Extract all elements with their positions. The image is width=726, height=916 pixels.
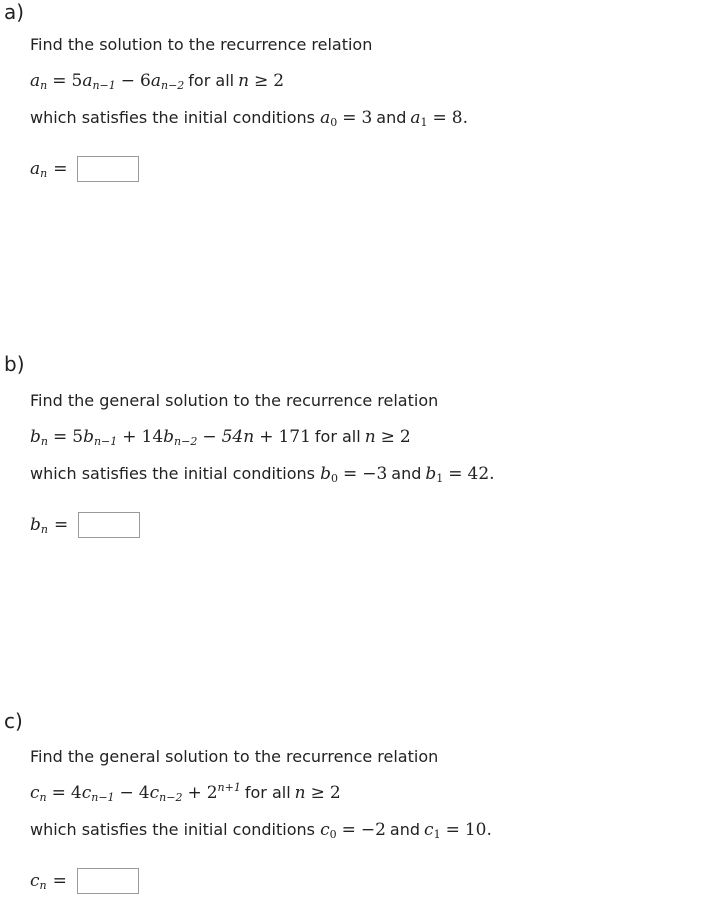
part-c-answer-row bbox=[30, 868, 139, 894]
equals-sign: = bbox=[341, 820, 356, 840]
n-var: n bbox=[364, 427, 376, 447]
equals-sign: = bbox=[342, 464, 358, 484]
term1-var: a bbox=[82, 71, 93, 91]
answer-var: a bbox=[30, 159, 41, 179]
term1-coef: 5 bbox=[71, 71, 83, 91]
initial-prefix: which satisfies the initial conditions bbox=[30, 820, 315, 839]
bound: 2 bbox=[329, 783, 341, 803]
ic0-sub: 0 bbox=[330, 116, 338, 129]
bound: 2 bbox=[273, 71, 285, 91]
bound: 2 bbox=[399, 427, 411, 447]
part-a-answer-row bbox=[30, 156, 139, 182]
term1-sub: n−1 bbox=[91, 791, 115, 804]
recurrence-lhs: c bbox=[30, 783, 40, 803]
ic0-value: −3 bbox=[362, 464, 388, 484]
term1-var: b bbox=[83, 427, 94, 447]
part-b-recurrence bbox=[30, 427, 411, 447]
period: . bbox=[486, 820, 492, 840]
for-all-text: for all bbox=[314, 427, 361, 446]
ic1-sub: 1 bbox=[436, 472, 444, 485]
ic0-value: −2 bbox=[360, 820, 386, 840]
operator: − bbox=[202, 427, 217, 447]
geq-sign: ≥ bbox=[380, 427, 395, 447]
part-a-instruction: Find the solution to the recurrence relation bbox=[30, 35, 373, 54]
part-c-recurrence bbox=[30, 783, 341, 803]
and-text: and bbox=[376, 108, 407, 127]
recurrence-lhs-sub: n bbox=[40, 435, 48, 448]
geq-sign: ≥ bbox=[254, 71, 269, 91]
operator: − bbox=[120, 71, 136, 91]
ic1-sub: 1 bbox=[420, 116, 428, 129]
operator: + bbox=[122, 427, 137, 447]
term2-var: c bbox=[149, 783, 160, 803]
operator: − bbox=[119, 783, 134, 803]
answer-sub: n bbox=[39, 879, 47, 892]
and-text: and bbox=[389, 820, 421, 839]
equals-sign: = bbox=[342, 108, 357, 128]
ic1-var: b bbox=[425, 464, 437, 484]
term1-sub: n−1 bbox=[92, 79, 116, 92]
recurrence-lhs-sub: n bbox=[40, 79, 48, 92]
term2-coef: 14 bbox=[141, 427, 164, 447]
part-b-instruction: Find the general solution to the recurrence relation bbox=[30, 391, 439, 410]
part-c-label: c) bbox=[4, 709, 23, 733]
answer-var: c bbox=[30, 871, 40, 891]
term3: 54n bbox=[221, 427, 255, 447]
ic1-var: a bbox=[410, 108, 421, 128]
answer-input-c[interactable] bbox=[77, 868, 139, 894]
answer-input-a[interactable] bbox=[77, 156, 139, 182]
answer-equals: = bbox=[53, 159, 68, 179]
n-var: n bbox=[294, 783, 306, 803]
ic1-var: c bbox=[424, 820, 434, 840]
answer-sub: n bbox=[40, 523, 48, 536]
equals-sign: = bbox=[445, 820, 460, 840]
term2-sub: n−2 bbox=[159, 791, 183, 804]
period: . bbox=[489, 464, 495, 484]
for-all-text: for all bbox=[188, 71, 235, 90]
term3-base: 2 bbox=[206, 783, 218, 803]
term3-exponent: n+1 bbox=[217, 781, 241, 794]
operator: + bbox=[187, 783, 202, 803]
ic1-value: 8 bbox=[451, 108, 463, 128]
term4: 171 bbox=[278, 427, 311, 447]
equals-sign: = bbox=[52, 71, 67, 91]
recurrence-lhs: a bbox=[30, 71, 41, 91]
for-all-text: for all bbox=[244, 783, 291, 802]
ic1-sub: 1 bbox=[433, 828, 441, 841]
period: . bbox=[462, 108, 469, 128]
term1-coef: 4 bbox=[70, 783, 82, 803]
term1-sub: n−1 bbox=[93, 435, 118, 448]
part-a-label: a) bbox=[4, 0, 25, 24]
ic1-value: 10 bbox=[464, 820, 487, 840]
equals-sign: = bbox=[432, 108, 447, 128]
term1-var: c bbox=[81, 783, 92, 803]
part-b-label: b) bbox=[4, 352, 25, 376]
answer-input-b[interactable] bbox=[78, 512, 140, 538]
answer-var: b bbox=[30, 515, 41, 535]
term2-sub: n−2 bbox=[160, 79, 185, 92]
term2-coef: 4 bbox=[138, 783, 150, 803]
part-c-initial-conditions bbox=[30, 820, 492, 840]
term2-var: a bbox=[150, 71, 161, 91]
ic0-value: 3 bbox=[361, 108, 373, 128]
part-b-initial-conditions bbox=[30, 464, 495, 484]
n-var: n bbox=[238, 71, 250, 91]
ic0-sub: 0 bbox=[330, 472, 338, 485]
term2-sub: n−2 bbox=[174, 435, 198, 448]
ic0-var: a bbox=[320, 108, 331, 128]
initial-prefix: which satisfies the initial conditions bbox=[30, 108, 315, 127]
ic1-value: 42 bbox=[467, 464, 490, 484]
recurrence-lhs-sub: n bbox=[39, 791, 47, 804]
recurrence-lhs: b bbox=[30, 427, 41, 447]
part-c-instruction: Find the general solution to the recurrence relation bbox=[30, 747, 439, 766]
geq-sign: ≥ bbox=[310, 783, 325, 803]
term1-coef: 5 bbox=[72, 427, 84, 447]
term2-var: b bbox=[163, 427, 175, 447]
and-text: and bbox=[391, 464, 422, 483]
term2-coef: 6 bbox=[140, 71, 151, 91]
initial-prefix: which satisfies the initial conditions bbox=[30, 464, 315, 483]
ic0-var: c bbox=[320, 820, 330, 840]
part-a-recurrence bbox=[30, 71, 284, 91]
equals-sign: = bbox=[52, 427, 68, 447]
ic0-sub: 0 bbox=[329, 828, 337, 841]
equals-sign: = bbox=[51, 783, 66, 803]
answer-equals: = bbox=[52, 871, 67, 891]
answer-equals: = bbox=[53, 515, 69, 535]
ic0-var: b bbox=[320, 464, 331, 484]
part-a-initial-conditions bbox=[30, 108, 468, 128]
operator: + bbox=[259, 427, 274, 447]
answer-sub: n bbox=[40, 167, 48, 180]
equals-sign: = bbox=[448, 464, 463, 484]
part-b-answer-row bbox=[30, 512, 140, 538]
